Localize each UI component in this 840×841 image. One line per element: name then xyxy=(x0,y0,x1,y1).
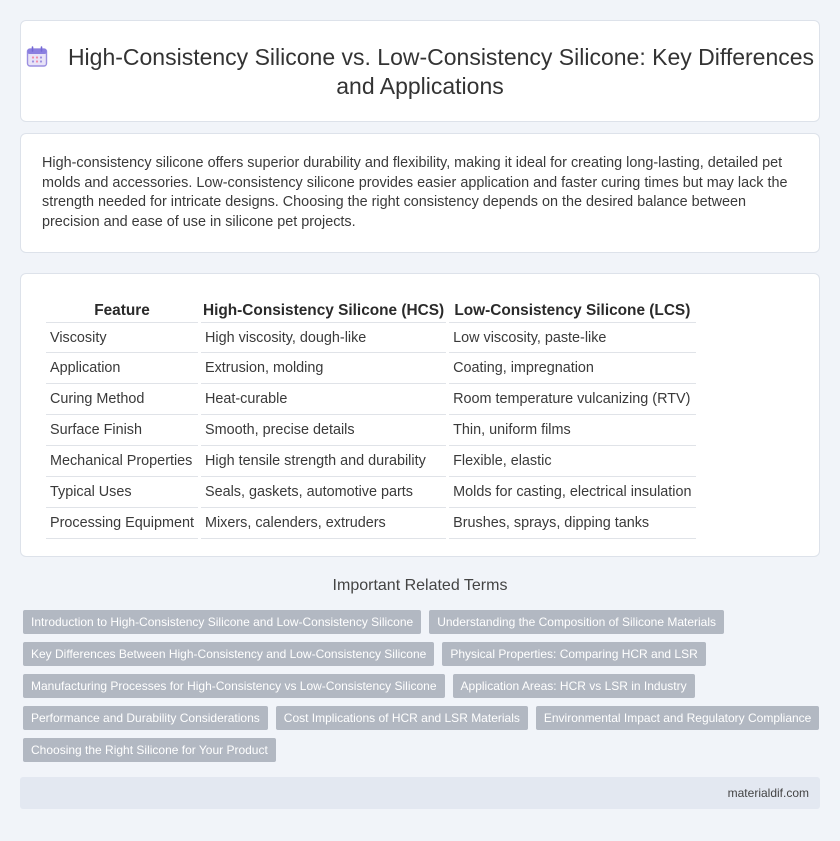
table-cell: Heat-curable xyxy=(201,384,446,415)
table-cell: Brushes, sprays, dipping tanks xyxy=(449,508,695,539)
table-cell: Surface Finish xyxy=(46,415,198,446)
table-row xyxy=(46,446,696,477)
footer xyxy=(20,777,820,809)
intro-card xyxy=(20,133,820,253)
table-row xyxy=(46,508,696,539)
related-term-link[interactable]: Key Differences Between High-Consistency and Low-Consistency Silicone xyxy=(23,642,434,666)
related-terms-list xyxy=(23,610,823,762)
table-cell: Coating, impregnation xyxy=(449,353,695,384)
table-cell: Application xyxy=(46,353,198,384)
column-header: Feature xyxy=(94,302,150,319)
table-cell: Seals, gaskets, automotive parts xyxy=(201,477,446,508)
table-cell: Mixers, calenders, extruders xyxy=(201,508,446,539)
table-cell: High viscosity, dough-like xyxy=(201,322,446,353)
comparison-card xyxy=(20,273,820,557)
related-term-link[interactable]: Application Areas: HCR vs LSR in Industry xyxy=(453,674,695,698)
table-cell: High tensile strength and durability xyxy=(201,446,446,477)
table-cell: Mechanical Properties xyxy=(46,446,198,477)
table-cell: Smooth, precise details xyxy=(201,415,446,446)
table-cell: Curing Method xyxy=(46,384,198,415)
intro-paragraph: High-consistency silicone offers superior durability and flexibility, making it ideal for creating long-lasting, detailed pet molds and accessories. Low-consistency silicone provides easier application and faster curing times but may lack the strength needed for intricate designs. Choosing the right consistency depends on the desired balance between precision and ease of use in silicone pet projects. xyxy=(42,155,788,230)
related-term-link[interactable]: Introduction to High-Consistency Silicone and Low-Consistency Silicone xyxy=(23,610,421,634)
table-row xyxy=(46,477,696,508)
table-row xyxy=(46,322,696,353)
related-term-link[interactable]: Choosing the Right Silicone for Your Product xyxy=(23,738,276,762)
related-term-link[interactable]: Environmental Impact and Regulatory Compliance xyxy=(536,706,819,730)
table-cell: Processing Equipment xyxy=(46,508,198,539)
column-header: High-Consistency Silicone (HCS) xyxy=(202,302,445,319)
page-title: High-Consistency Silicone vs. Low-Consistency Silicone: Key Differences and Applications xyxy=(67,44,815,99)
related-term-link[interactable]: Understanding the Composition of Silicone Materials xyxy=(429,610,724,634)
calendar-icon xyxy=(26,46,48,68)
title-card xyxy=(20,20,820,122)
table-cell: Room temperature vulcanizing (RTV) xyxy=(449,384,695,415)
site-credit[interactable]: materialdif.com xyxy=(727,786,809,800)
comparison-table xyxy=(43,294,699,539)
column-header: Low-Consistency Silicone (LCS) xyxy=(454,302,691,319)
related-term-link[interactable]: Cost Implications of HCR and LSR Materials xyxy=(276,706,528,730)
table-cell: Extrusion, molding xyxy=(201,353,446,384)
table-cell: Thin, uniform films xyxy=(449,415,695,446)
table-row xyxy=(46,415,696,446)
table-cell: Molds for casting, electrical insulation xyxy=(449,477,695,508)
related-terms-heading: Important Related Terms xyxy=(332,577,508,594)
related-term-link[interactable]: Performance and Durability Considerations xyxy=(23,706,268,730)
related-term-link[interactable]: Physical Properties: Comparing HCR and LSR xyxy=(442,642,705,666)
table-cell: Low viscosity, paste-like xyxy=(449,322,695,353)
table-cell: Viscosity xyxy=(46,322,198,353)
related-term-link[interactable]: Manufacturing Processes for High-Consistency vs Low-Consistency Silicone xyxy=(23,674,445,698)
table-row xyxy=(46,353,696,384)
table-cell: Typical Uses xyxy=(46,477,198,508)
table-cell: Flexible, elastic xyxy=(449,446,695,477)
table-row xyxy=(46,384,696,415)
